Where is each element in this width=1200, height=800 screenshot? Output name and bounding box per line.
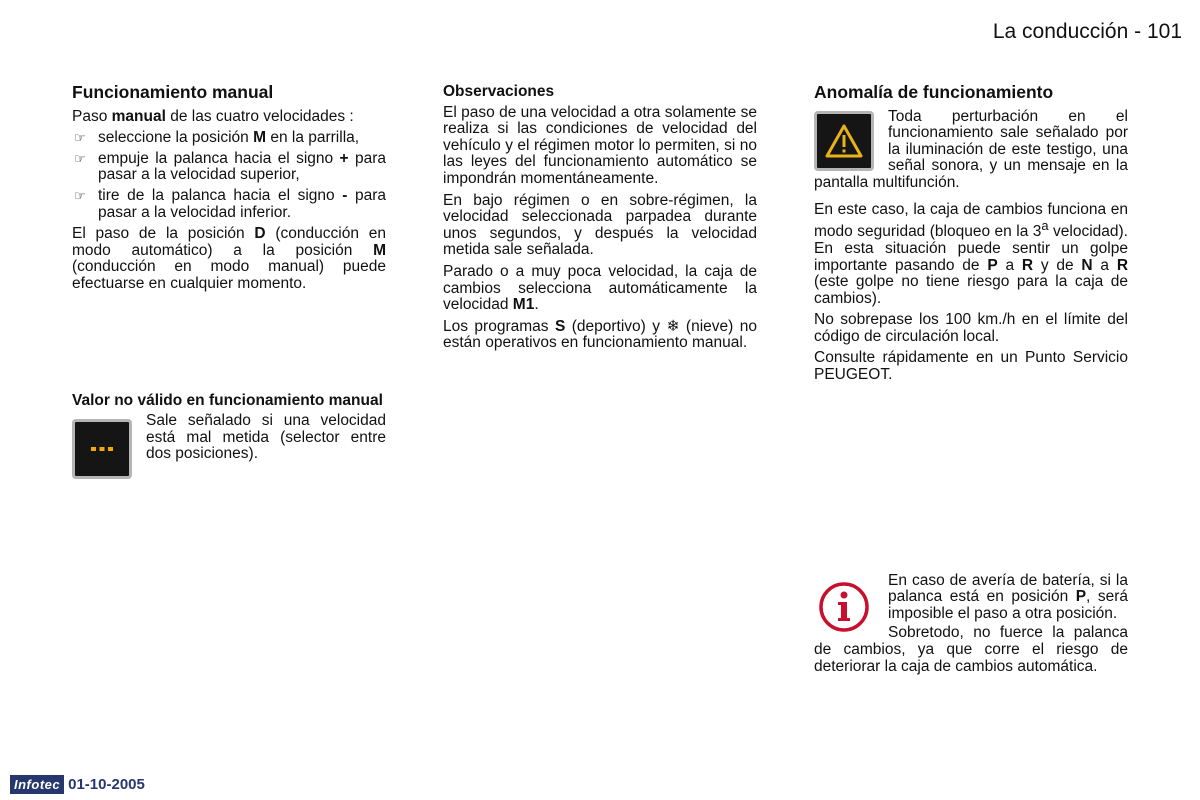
mode-change-paragraph: El paso de la posición D (conducción en modo automático) a la posición M (conducción en modo manual) puede efectuarse en cualquier momento. (72, 225, 386, 292)
footer-brand: Infotec (10, 775, 64, 794)
list-item: ☞ empuje la palanca hacia el signo + para pasar a la velocidad superior, (74, 149, 386, 184)
page-header (993, 20, 1182, 44)
list-item: ☞ seleccione la posición M en la parrilla, (74, 129, 360, 147)
invalid-gear-dashes-icon (72, 419, 132, 479)
section-title-invalid-value: Valor no válido en funcionamiento manual (72, 391, 383, 409)
section-title-manual: Funcionamiento manual (72, 82, 274, 102)
snowflake-icon: ❄ (666, 317, 680, 335)
observations-paragraph-4: Los programas S (deportivo) y ❄ (nieve) no están operativos en funcionamiento manual. (443, 317, 757, 352)
warning-text: Toda perturbación en el funcionamiento sale señalado por la iluminación de este testigo, una señal sonora, y un mensaje en la pantalla multifunción. (814, 108, 1128, 191)
observations-paragraph-3: Parado o a muy poca velocidad, la caja de cambios selecciona automáticamente la velocidad M1. (443, 262, 757, 314)
page-label: La conducción - 101 (992, 20, 1182, 43)
pointing-hand-icon: ☞ (74, 187, 86, 203)
invalid-value-block (72, 413, 386, 483)
observations-paragraph-1: El paso de una velocidad a otra solamente se realiza si las condiciones de velocidad del vehículo y el régimen motor lo permiten, si no las leyes del funcionamiento automático se impondrán momentáneamente. (443, 103, 757, 187)
info-circle-icon (814, 577, 874, 637)
column-observations (443, 84, 757, 357)
manual-steps-list (72, 130, 386, 221)
pointing-hand-icon: ☞ (74, 150, 86, 166)
warning-triangle-icon (814, 111, 874, 171)
pointing-hand-icon: ☞ (74, 130, 86, 146)
malfunction-paragraph-3: Consulte rápidamente en un Punto Servicio PEUGEOT. (814, 349, 1128, 384)
column-malfunction (814, 84, 1128, 685)
footer-date: 01-10-2005 (68, 776, 145, 793)
warning-block (814, 109, 1128, 197)
malfunction-paragraph-2: No sobrepase los 100 km./h en el límite del código de circulación local. (814, 311, 1128, 345)
info-paragraph-2: Sobretodo, no fuerce la palanca de cambios, ya que corre el riesgo de deteriorar la caja de cambios automática. (814, 624, 1128, 675)
manual-intro: Paso manual de las cuatro velocidades : (72, 107, 354, 125)
info-paragraph-1: En caso de avería de batería, si la palanca está en posición P, será imposible el paso a otra posición. (888, 572, 1128, 622)
column-manual-operation (72, 84, 386, 488)
section-title-malfunction: Anomalía de funcionamiento (814, 82, 1054, 102)
malfunction-paragraph-1: En este caso, la caja de cambios funciona en modo seguridad (bloqueo en la 3$^a$ velocidad). En esta situación puede sentir un golpe importante pasando de P a R y de N a R (este golpe no tiene riesgo para la caja de cambios). (814, 200, 1129, 307)
list-item: ☞ tire de la palanca hacia el signo - para pasar a la velocidad inferior. (74, 186, 386, 221)
section-title-observations: Observaciones (443, 83, 555, 100)
footer (10, 775, 145, 794)
info-block (814, 573, 1128, 681)
invalid-value-text: Sale señalado si una velocidad está mal metida (selector entre dos posiciones). (146, 413, 386, 463)
observations-paragraph-2: En bajo régimen o en sobre-régimen, la velocidad seleccionada parpadea durante unos segundos, y después la velocidad metida sale señalada. (443, 191, 757, 259)
